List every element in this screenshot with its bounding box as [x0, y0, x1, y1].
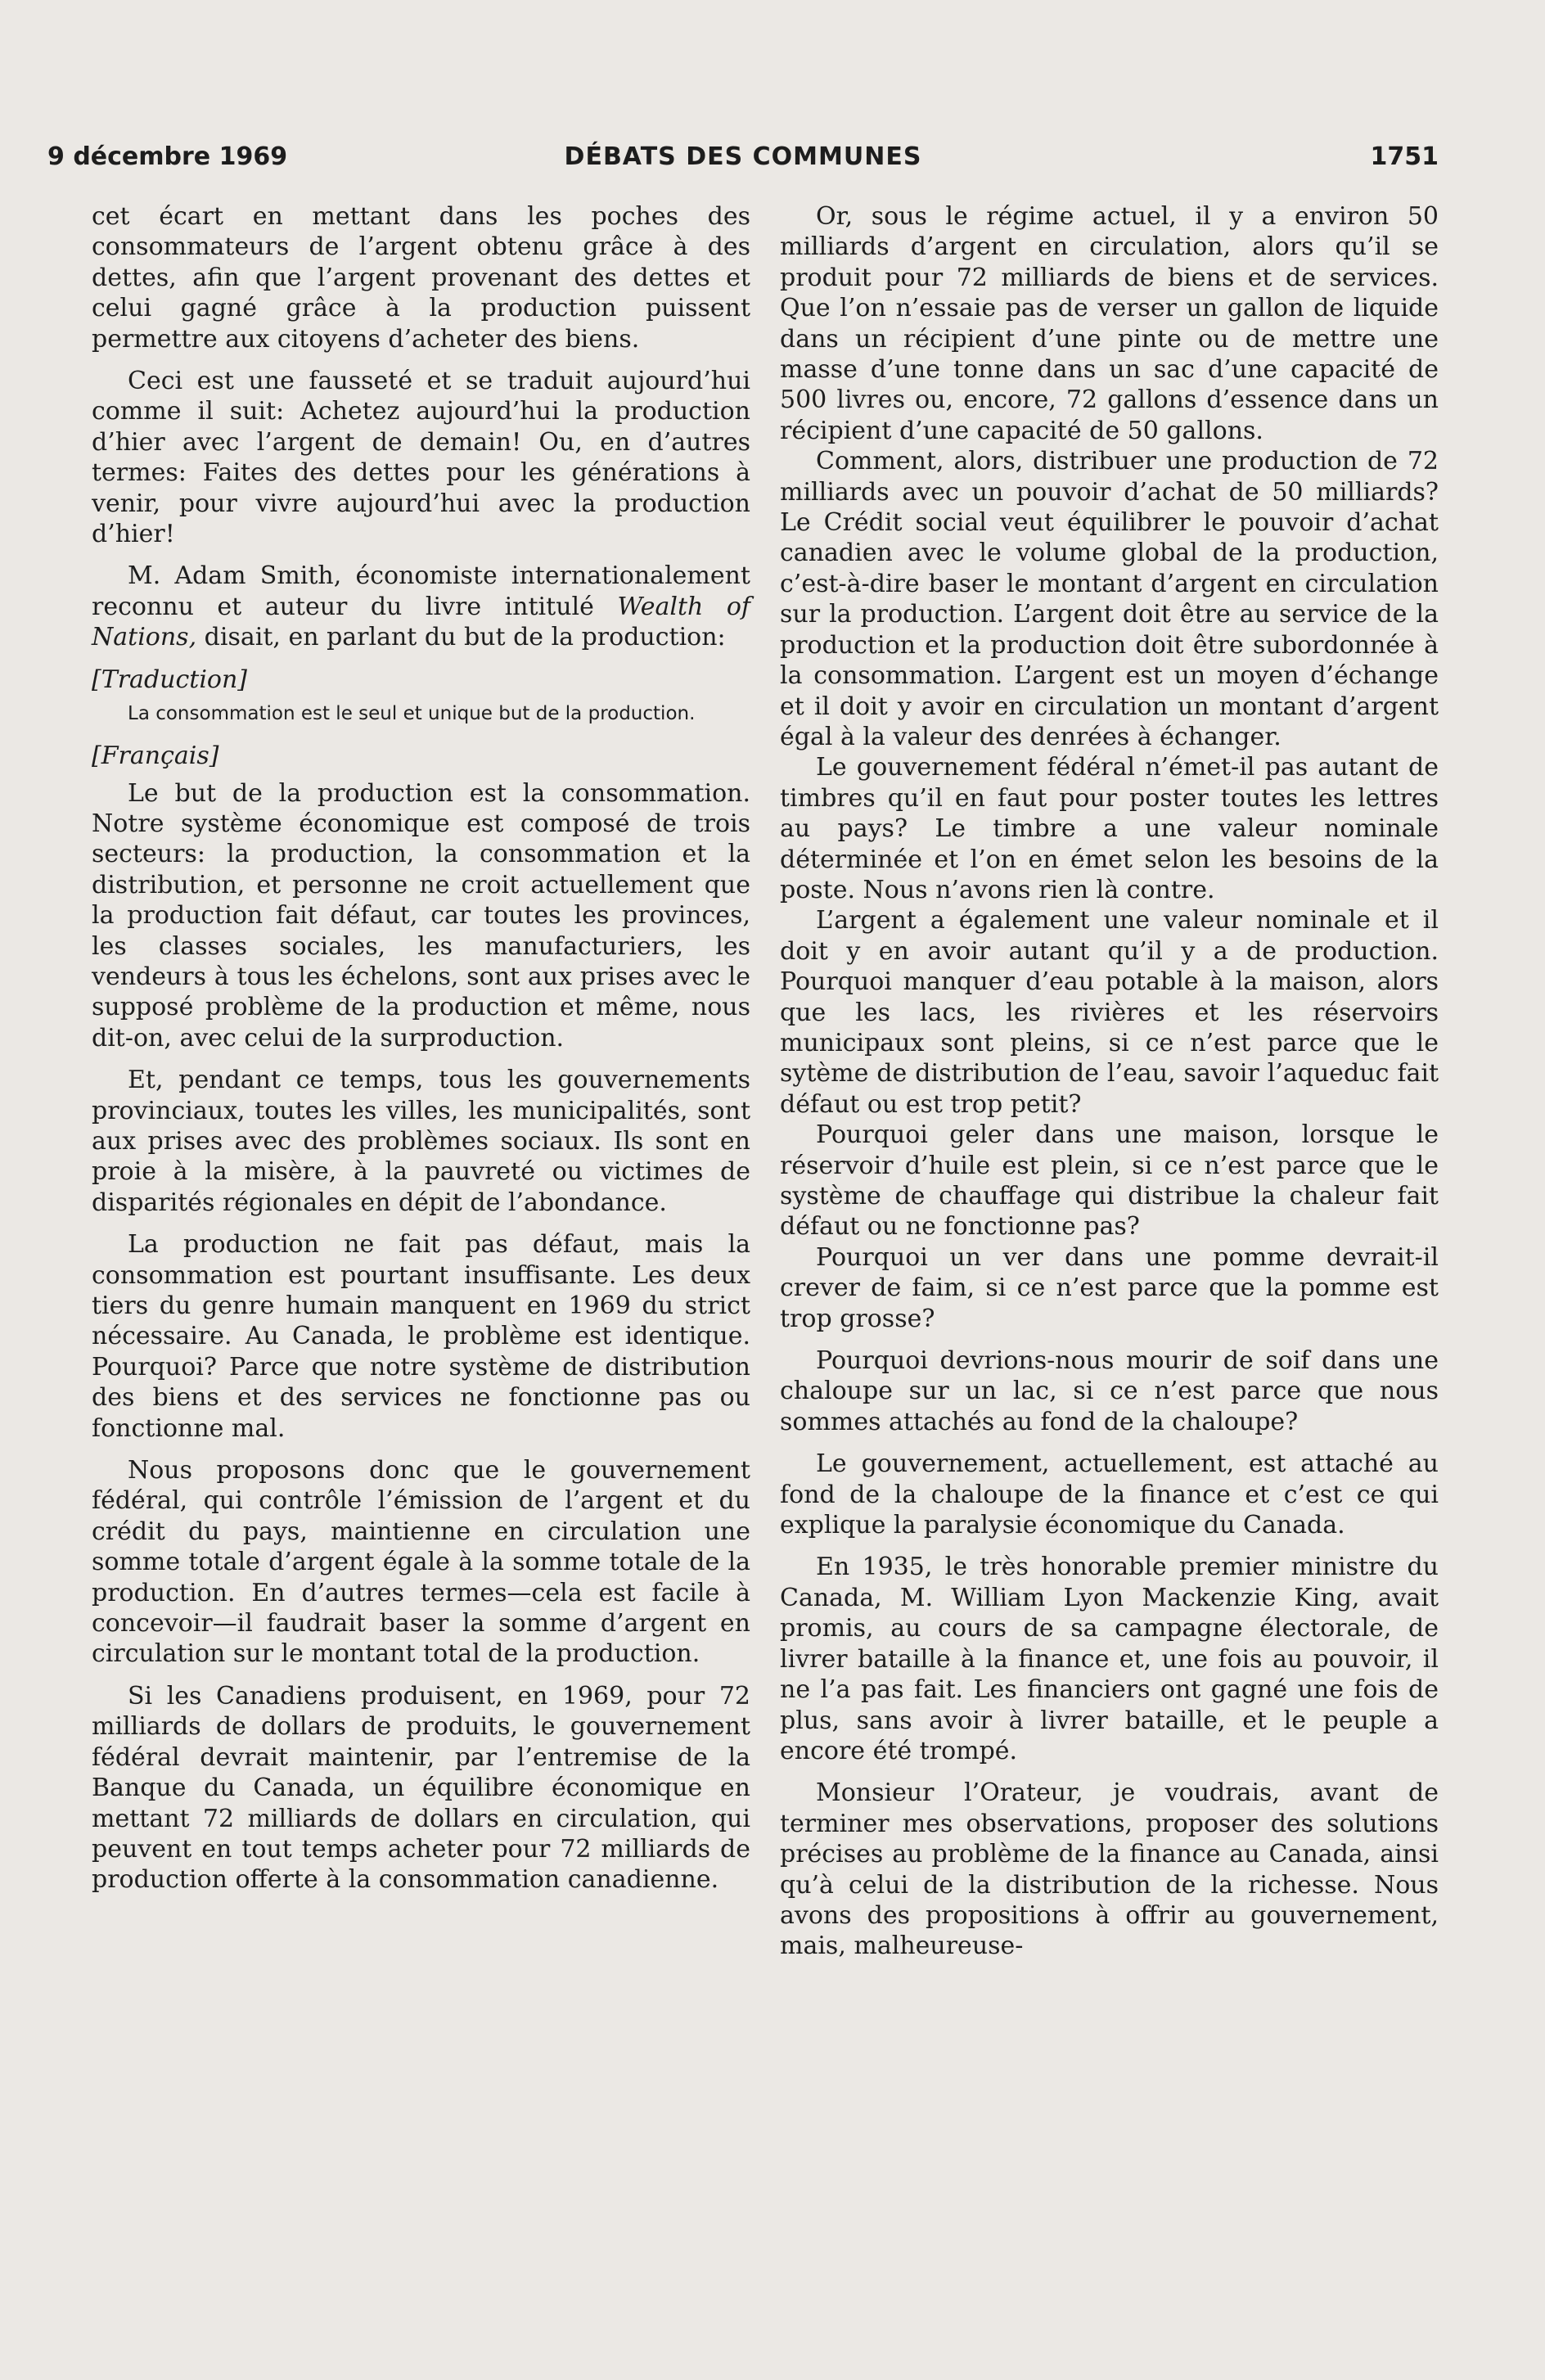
header-publication: DÉBATS DES COMMUNES — [564, 142, 922, 171]
paragraph: L’argent a également une valeur nominale et il doit y en avoir autant qu’il y a de production. Pourquoi manquer d’eau potable à la maison, alors que les lacs, les rivières et les réservoirs municipaux sont pleins, si ce n’est parce que le sytème de distribution de l’eau, savoir l’aqueduc fait défaut ou est trop petit? — [780, 906, 1439, 1119]
paragraph: Nous proposons donc que le gouvernement fédéral, qui contrôle l’émission de l’argent et du crédit du pays, maintienne en circulation une somme totale d’argent égale à la somme totale de la production. En d’autres termes—cela est facile à concevoir—il faudrait baser la somme d’argent en circulation sur le montant total de la production. — [92, 1456, 750, 1669]
paragraph: La production ne fait pas défaut, mais la consommation est pourtant insuffisante. Les deux tiers du genre humain manquent en 1969 du strict nécessaire. Au Canada, le problème est identique. Pourquoi? Parce que notre système de distribution des biens et des services ne fonctionne pas ou fonctionne mal. — [92, 1230, 750, 1443]
paragraph: Le gouvernement fédéral n’émet-il pas autant de timbres qu’il en faut pour poster toutes les lettres au pays? Le timbre a une valeur nominale déterminée et l’on en émet selon les besoins de la poste. Nous n’avons rien là contre. — [780, 753, 1439, 904]
right-column — [780, 201, 1439, 1962]
paragraph: En 1935, le très honorable premier ministre du Canada, M. William Lyon Mackenzie King, avait promis, au cours de sa campagne électorale, de livrer bataille à la finance et, une fois au pouvoir, il ne l’a pas fait. Les financiers ont gagné une fois de plus, sans avoir à livrer bataille, et le peuple a encore été trompé. — [780, 1553, 1439, 1765]
paragraph: Le but de la production est la consommation. Notre système économique est composé de trois secteurs: la production, la consommation et la distribution, et personne ne croit actuellement que la production fait défaut, car toutes les provinces, les classes sociales, les manufacturiers, les vendeurs à tous les échelons, sont aux prises avec le supposé problème de la production et même, nous dit-on, avec celui de la surproduction. — [92, 778, 750, 1053]
left-column — [92, 201, 750, 1895]
label-traduction: [Traduction] — [92, 665, 248, 694]
paragraph: Et, pendant ce temps, tous les gouvernements provinciaux, toutes les villes, les municipalités, sont aux prises avec des problèmes sociaux. Ils sont en proie à la misère, à la pauvreté ou victimes de disparités régionales en dépit de l’abondance. — [92, 1066, 750, 1217]
paragraph: Le gouvernement, actuellement, est attaché au fond de la chaloupe de la finance et c’est ce qui explique la paralysie économique du Canada. — [780, 1449, 1439, 1540]
paragraph: Si les Canadiens produisent, en 1969, pour 72 milliards de dollars de produits, le gouvernement fédéral devrait maintenir, par l’entremise de la Banque du Canada, un équilibre économique en mettant 72 milliards de dollars en circulation, qui peuvent en tout temps acheter pour 72 milliards de production offerte à la consommation canadienne. — [92, 1681, 750, 1895]
text-run: M. Adam Smith, économiste internationalement reconnu et auteur du livre intitulé — [92, 561, 750, 621]
block-quote: La consommation est le seul et unique but de la production. — [128, 703, 696, 725]
paragraph: Or, sous le régime actuel, il y a environ 50 milliards d’argent en circulation, alors qu’il se produit pour 72 milliards de biens et de services. Que l’on n’essaie pas de verser un gallon de liquide dans un récipient d’une pinte ou de mettre une masse d’une tonne dans un sac d’une capacité de 500 livres ou, encore, 72 gallons d’essence dans un récipient d’une capacité de 50 gallons. — [780, 202, 1439, 445]
paragraph: Monsieur l’Orateur, je voudrais, avant de terminer mes observations, proposer des solutions précises au problème de la finance au Canada, ainsi qu’à celui de la distribution de la richesse. Nous avons des propositions à offrir au gouvernement, mais, malheureuse- — [780, 1778, 1439, 1961]
text-run: disait, en parlant du but de la production: — [204, 623, 726, 652]
book-title: Wealth of Nations, — [92, 592, 751, 652]
paragraph-adam-smith — [92, 561, 750, 652]
paragraph: Comment, alors, distribuer une production de 72 milliards avec un pouvoir d’achat de 50 milliards? Le Crédit social veut équilibrer le pouvoir d’achat canadien avec le volume global de la production, c’est-à-dire baser le montant d’argent en circulation sur la production. L’argent doit être au service de la production et la production doit être subordonnée à la consommation. L’argent est un moyen d’échange et il doit y avoir en circulation un montant d’argent égal à la valeur des denrées à échanger. — [780, 447, 1439, 751]
page-header — [47, 139, 1439, 175]
header-page-number: 1751 — [1370, 142, 1439, 171]
paragraph: Pourquoi geler dans une maison, lorsque le réservoir d’huile est plein, si ce n’est parce que le système de chauffage qui distribue la chaleur fait défaut ou ne fonctionne pas? — [780, 1120, 1439, 1242]
paragraph: Ceci est une fausseté et se traduit aujourd’hui comme il suit: Achetez aujourd’hui la production d’hier avec l’argent de demain! Ou, en d’autres termes: Faites des dettes pour les générations à venir, pour vivre aujourd’hui avec la production d’hier! — [92, 367, 750, 549]
label-francais: [Français] — [92, 741, 219, 771]
paragraph: Pourquoi devrions-nous mourir de soif dans une chaloupe sur un lac, si ce n’est parce que nous sommes attachés au fond de la chaloupe? — [780, 1346, 1439, 1436]
paragraph: Pourquoi un ver dans une pomme devrait-il crever de faim, si ce n’est parce que la pomme est trop grosse? — [780, 1242, 1439, 1333]
paragraph: cet écart en mettant dans les poches des consommateurs de l’argent obtenu grâce à des dettes, afin que l’argent provenant des dettes et celui gagné grâce à la production puissent permettre aux citoyens d’acheter des biens. — [92, 202, 750, 354]
header-date: 9 décembre 1969 — [47, 142, 288, 171]
